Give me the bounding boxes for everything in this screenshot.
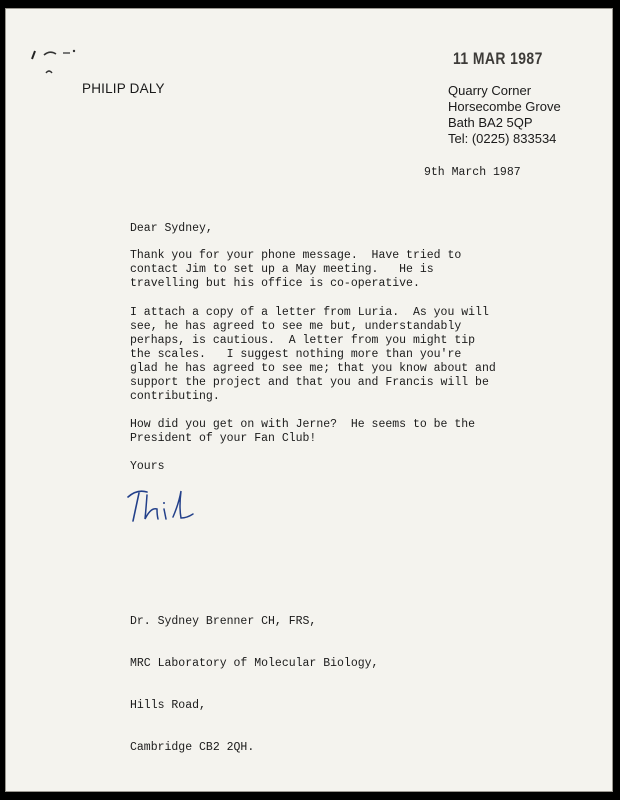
sender-address bbox=[448, 83, 561, 147]
recipient-line: Dr. Sydney Brenner CH, FRS, bbox=[130, 615, 317, 628]
salutation: Dear Sydney, bbox=[130, 222, 213, 235]
address-line: Horsecombe Grove bbox=[448, 99, 561, 114]
address-phone: Tel: (0225) 833534 bbox=[448, 131, 557, 146]
recipient-address bbox=[130, 587, 378, 783]
recipient-line: Hills Road, bbox=[130, 699, 206, 712]
letter-page bbox=[5, 8, 613, 792]
handwritten-signature bbox=[123, 487, 203, 529]
pencil-mark-icon bbox=[28, 45, 88, 85]
address-line: Quarry Corner bbox=[448, 83, 532, 98]
letter-date: 9th March 1987 bbox=[424, 166, 521, 179]
sender-name: PHILIP DALY bbox=[82, 81, 165, 96]
body-paragraph: Thank you for your phone message. Have tried to contact Jim to set up a May meeting. He is travelling but his office is co-operative. bbox=[130, 249, 462, 290]
body-paragraph: How did you get on with Jerne? He seems to be the President of your Fan Club! bbox=[130, 418, 476, 445]
recipient-line: MRC Laboratory of Molecular Biology, bbox=[130, 657, 379, 670]
address-line: Bath BA2 5QP bbox=[448, 115, 533, 130]
received-date-stamp: 11 MAR 1987 bbox=[453, 49, 543, 68]
recipient-line: Cambridge CB2 2QH. bbox=[130, 741, 255, 754]
body-paragraph: I attach a copy of a letter from Luria. As you will see, he has agreed to see me but, understandably perhaps, is cautious. A letter from you might tip the scales. I suggest nothing more than you're glad he has agreed to see me; that you know about and support the project and that you and Francis will be contributing. bbox=[130, 306, 496, 403]
closing: Yours bbox=[130, 460, 165, 473]
